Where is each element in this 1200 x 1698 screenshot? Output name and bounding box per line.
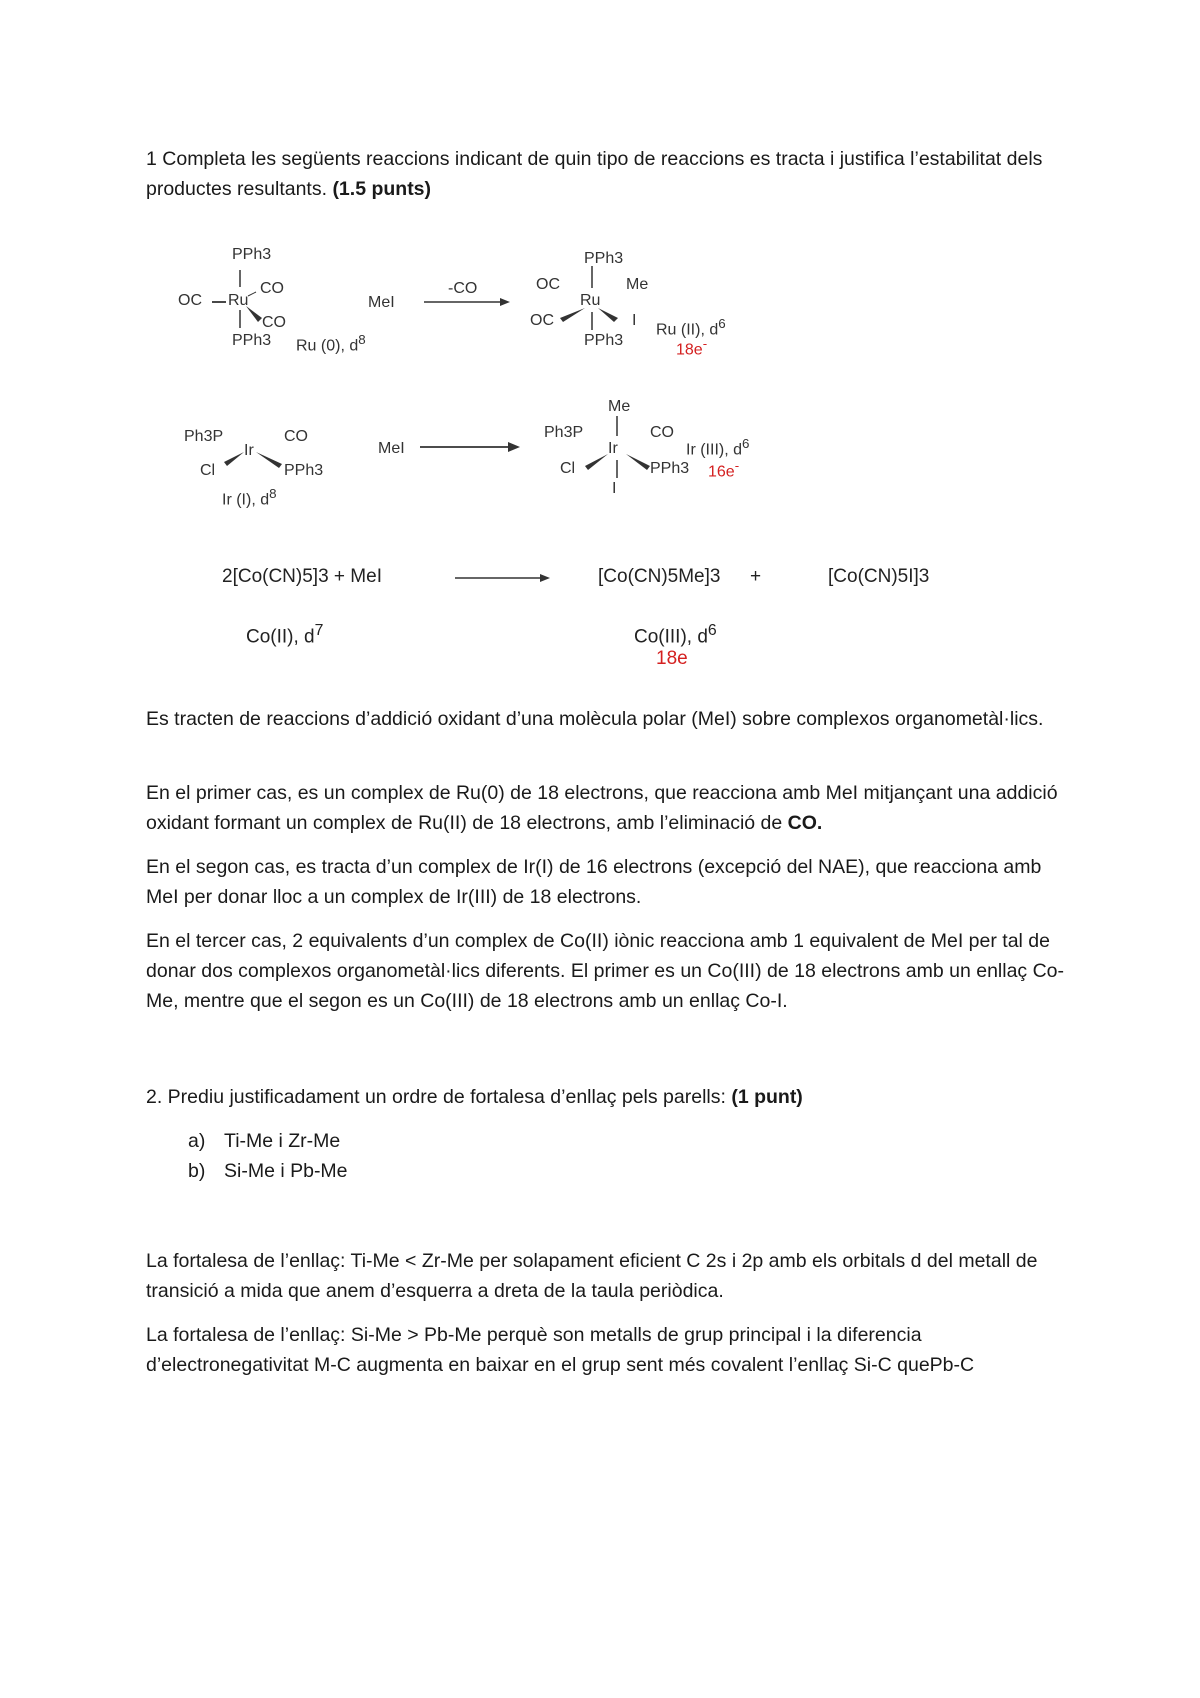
r1-p-ru: Ru [580,292,601,309]
r1-co-down: CO [262,314,286,331]
r1-p-electrons: 18e- [676,336,708,359]
question-2 [146,1082,1066,1112]
r2-p-me: Me [608,398,631,415]
answer-1-p3: En el segon cas, es tracta d’un complex de Ir(I) de 16 electrons (excepció del NAE), que reacciona amb MeI per donar lloc a un complex de Ir(III) de 18 electrons. [146,856,1042,908]
r2-reagent: MeI [378,440,405,457]
r1-reagent: MeI [368,294,395,311]
r1-p-pph3-bottom: PPh3 [584,332,624,349]
answer-1-p1: Es tracten de reaccions d’addició oxidant d’una molècula polar (MeI) sobre complexos organometàl·lics. [146,708,1044,730]
r1-p-oc-up: OC [536,276,560,293]
reaction-scheme [0,0,1200,700]
r2-co: CO [284,428,308,445]
r1-p-oc-down: OC [530,312,554,329]
r1-p-me: Me [626,276,649,293]
r2-cl: Cl [200,462,216,479]
r2-ir: Ir [244,442,254,459]
r3-electrons: 18e [656,648,688,669]
r1-arrow-label: -CO [448,280,478,297]
r1-ru: Ru [228,292,249,309]
question-1-points: (1.5 punts) [332,178,432,200]
r2-p-label: Ir (III), $d^6$ [686,436,750,459]
r3-reactant: 2[Co(CN)5]3 + MeI [222,566,382,587]
r1-p-label: Ru (II), $d^6$ [656,316,726,339]
question-2-text: 2. Prediu justificadament un ordre de fortalesa d’enllaç pels parells: [146,1086,726,1108]
r1-oc-left: OC [178,292,202,309]
r2-p-i: I [612,480,617,497]
question-2-points: (1 punt) [731,1086,803,1108]
r2-pph3: PPh3 [284,462,324,479]
r2-p-ir: Ir [608,440,618,457]
r3-label-left: Co(II), $d^7$ [246,622,324,648]
r3-plus: + [750,566,762,587]
r2-ph3p: Ph3P [184,428,224,445]
r2-p-electrons: 16e- [708,458,740,481]
r3-label-right: Co(III), $d^6$ [634,622,717,648]
r1-pph3-top: PPh3 [232,246,272,263]
r1-ru0-label: Ru (0), $d^8$ [296,332,366,355]
r1-p-i: I [632,312,637,329]
r1-co-up: CO [260,280,284,297]
r2-p-ph3p: Ph3P [544,424,584,441]
answer-2-p2: La fortalesa de l’enllaç: Si-Me > Pb-Me perquè son metalls de grup principal i la diferencia d’electronegativitat M-C augmenta en baixar en el grup sent més covalent l’enllaç Si-C quePb-C [146,1324,975,1376]
r2-p-pph3: PPh3 [650,460,690,477]
r3-product-2: [Co(CN)5I]3 [828,566,930,587]
answer-1-p2: En el primer cas, es un complex de Ru(0) de 18 electrons, que reacciona amb MeI mitjançant una addició oxidant formant un complex de Ru(II) de 18 electrons, amb l’eliminació de CO. [146,782,1058,834]
r2-label: Ir (I), $d^8$ [222,486,277,509]
question-1-text: 1 Completa les següents reaccions indicant de quin tipo de reaccions es tracta i justifica l’estabilitat dels productes resultants. [146,148,1043,200]
r1-pph3-bottom: PPh3 [232,332,272,349]
r3-product-1: [Co(CN)5Me]3 [598,566,721,587]
answer-2-p1: La fortalesa de l’enllaç: Ti-Me < Zr-Me per solapament eficient C 2s i 2p amb els orbitals d del metall de transició a mida que anem d’esquerra a dreta de la taula periòdica. [146,1250,1038,1302]
r1-p-pph3-top: PPh3 [584,250,624,267]
r2-p-co: CO [650,424,674,441]
r2-p-cl: Cl [560,460,576,477]
list-item: a) Ti-Me i Zr-Me [188,1130,341,1152]
list-item: b) Si-Me i Pb-Me [188,1160,348,1182]
answer-1-p4: En el tercer cas, 2 equivalents d’un complex de Co(II) iònic reacciona amb 1 equivalent de MeI per tal de donar dos complexos organometàl·lics diferents. El primer es un Co(III) de 18 electrons amb un enllaç Co-Me, mentre que el segon es un Co(III) de 18 electrons amb un enllaç Co-I. [146,930,1065,1012]
